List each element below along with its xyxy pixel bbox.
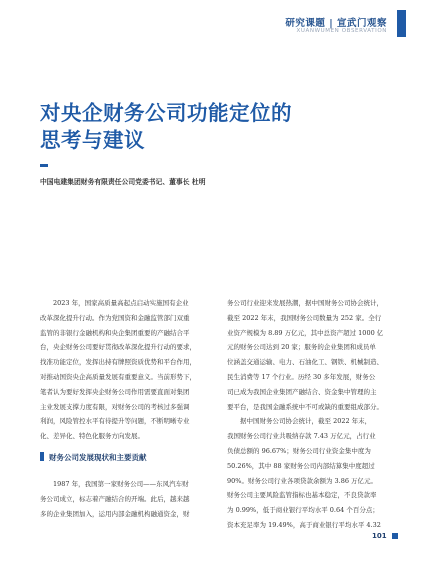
text-line: 改革深化提升行动。作为党国资和金融监管部门双重 bbox=[40, 313, 190, 322]
author-byline: 中国电建集团财务有限责任公司党委书记、董事长 杜明 bbox=[40, 178, 206, 186]
left-column bbox=[40, 296, 210, 444]
title-line: 思考与建议 bbox=[40, 128, 145, 152]
text-line: 利润，风险管控水平有待提升等问题，不断明晰专业 bbox=[40, 417, 190, 426]
text-line: 找准功能定位，发挥出持有牌照资质优势和平台作用， bbox=[40, 358, 196, 367]
section-subtitle: XUANWUMEN OBSERVATION bbox=[296, 28, 387, 34]
text-line: 50.26%，其中 88 家财务公司内部结算集中度超过 bbox=[227, 461, 375, 470]
text-line: 我国财务公司行业共吸纳存款 7.43 万亿元，占行业 bbox=[227, 432, 376, 441]
text-line: 务公司行业迎来发展热潮，据中国财务公司协会统计， bbox=[227, 299, 383, 307]
text-line: 据中国财务公司协会统计，截至 2022 年末， bbox=[240, 417, 372, 426]
page-number: 101 bbox=[372, 532, 387, 540]
text-line: 民生消费等 17 个行业。历经 30 多年发展，财务公 bbox=[227, 372, 376, 381]
text-line: 1987 年，我国第一家财务公司——东风汽车财 bbox=[53, 480, 189, 488]
text-line: 业资产规模为 8.89 万亿元，其中总资产超过 1000 亿 bbox=[227, 328, 384, 337]
text-line: 监管的非银行金融机构和央企集团重要的产融结合平 bbox=[40, 328, 190, 337]
article-title bbox=[40, 100, 292, 154]
text-line: 务公司成立，标志着产融结合的开端。此后，越来越 bbox=[40, 494, 190, 503]
text-line: 财务公司主要风险监管指标也基本稳定，不良贷款率 bbox=[227, 491, 377, 500]
title-rule bbox=[40, 164, 48, 167]
text-line: 负债总额的 96.67%；财务公司行业资金集中度为 bbox=[227, 446, 371, 455]
text-line: 2023 年，国家高质量高起点启动实施国有企业 bbox=[53, 299, 189, 307]
text-line: 位涵盖交通运输、电力、石油化工、钢铁、机械制造、 bbox=[227, 358, 383, 367]
section-heading bbox=[40, 452, 147, 463]
section-marker bbox=[40, 452, 44, 461]
text-line: 为 0.99%，低于商业银行平均水平 0.64 个百分点； bbox=[227, 506, 379, 515]
page-number-marker bbox=[392, 533, 398, 539]
page-header bbox=[0, 0, 427, 48]
text-line: 资本充足率为 19.49%，高于商业银行平均水平 4.32 bbox=[227, 520, 381, 529]
header-accent-block bbox=[397, 10, 406, 37]
right-column bbox=[227, 296, 397, 533]
text-line: 化、差异化、特色化服务方向发展。 bbox=[40, 432, 144, 441]
text-line: 多的企业集团加入，运用内部金融机构融通资金，财 bbox=[40, 509, 190, 518]
text-line: 要平台，是我国金融系统中不可或缺的重要组成部分。 bbox=[227, 402, 383, 411]
text-line: 司已成为我国企业集团产融结合、资金集中管理的主 bbox=[227, 387, 377, 396]
title-line: 对央企财务公司功能定位的 bbox=[40, 101, 292, 125]
section-heading-text: 财务公司发展现状和主要贡献 bbox=[49, 453, 147, 462]
section-title: 研究课题 | 宣武门观察 bbox=[285, 18, 387, 29]
text-line: 元的财务公司达到 20 家；服务的企业集团和成员单 bbox=[227, 343, 376, 352]
text-line: 截至 2022 年末，我国财务公司数量为 252 家。全行 bbox=[227, 313, 382, 322]
text-line: 主业发展支撑力度有限，对财务公司的考核过多强调 bbox=[40, 402, 190, 411]
text-line: 台，央企财务公司要好贯彻改革深化提升行动的要求， bbox=[40, 343, 196, 352]
text-line: 笔者认为要好发挥央企财务公司作用需要直面对集团 bbox=[40, 387, 190, 396]
left-column-continued bbox=[40, 477, 210, 521]
text-line: 90%。财务公司行业各项贷款余额为 3.86 万亿元。 bbox=[227, 476, 378, 485]
text-line: 对推动国资央企高质量发展有重要意义。当前形势下， bbox=[40, 372, 196, 381]
